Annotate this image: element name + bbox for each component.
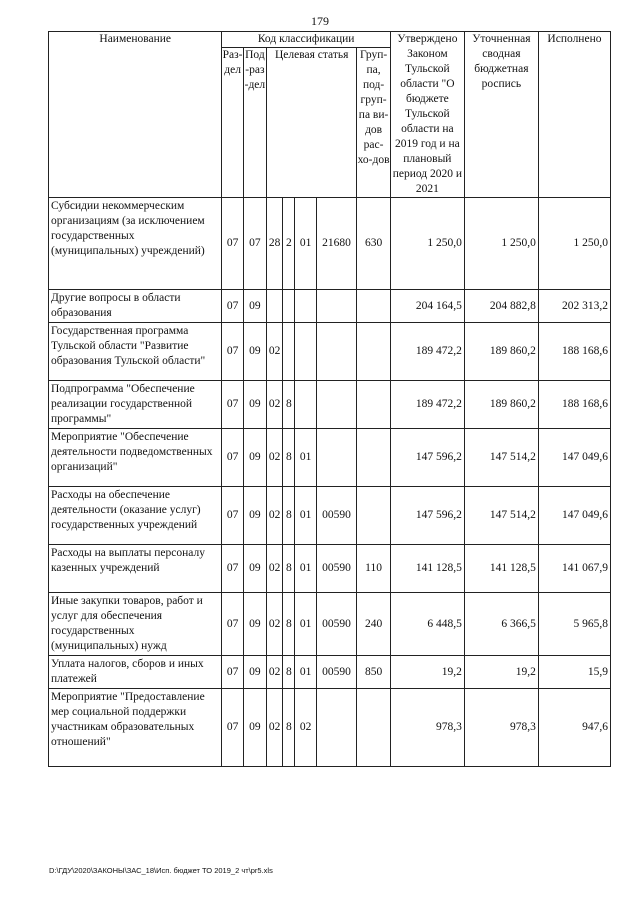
row-name: Расходы на обеспечение деятельности (оказание услуг) государственных учреждений bbox=[49, 487, 222, 545]
row-target-direction bbox=[316, 689, 357, 767]
row-razdel: 07 bbox=[222, 487, 243, 545]
row-razdel: 07 bbox=[222, 656, 243, 689]
table-row bbox=[49, 198, 611, 290]
row-podrazdel: 09 bbox=[243, 381, 266, 429]
budget-table bbox=[48, 31, 611, 767]
row-target-program: 28 bbox=[267, 198, 283, 290]
header-refined: Уточненная сводная бюджетная роспись bbox=[464, 32, 538, 198]
row-target-subprogram bbox=[283, 323, 295, 381]
row-executed: 1 250,0 bbox=[538, 198, 610, 290]
row-razdel: 07 bbox=[222, 198, 243, 290]
row-target-direction bbox=[316, 381, 357, 429]
row-executed: 147 049,6 bbox=[538, 429, 610, 487]
row-target-subprogram: 2 bbox=[283, 198, 295, 290]
row-refined: 1 250,0 bbox=[464, 198, 538, 290]
row-executed: 188 168,6 bbox=[538, 381, 610, 429]
row-expense-type: 850 bbox=[357, 656, 391, 689]
row-target-direction bbox=[316, 290, 357, 323]
row-approved: 1 250,0 bbox=[390, 198, 464, 290]
row-razdel: 07 bbox=[222, 689, 243, 767]
header-section: Раз-дел bbox=[222, 48, 243, 198]
header-code-group: Код классификации bbox=[222, 32, 390, 48]
row-approved: 147 596,2 bbox=[390, 487, 464, 545]
row-target-subprogram: 8 bbox=[283, 487, 295, 545]
row-podrazdel: 09 bbox=[243, 656, 266, 689]
header-subsection: Под-раз-дел bbox=[243, 48, 266, 198]
row-target-program: 02 bbox=[267, 323, 283, 381]
row-target-event: 01 bbox=[295, 593, 316, 656]
row-expense-type bbox=[357, 689, 391, 767]
row-target-subprogram: 8 bbox=[283, 545, 295, 593]
table-row bbox=[49, 545, 611, 593]
row-executed: 947,6 bbox=[538, 689, 610, 767]
row-name: Мероприятие "Предоставление мер социальной поддержки участникам образовательных отношений" bbox=[49, 689, 222, 767]
table-row bbox=[49, 381, 611, 429]
row-executed: 5 965,8 bbox=[538, 593, 610, 656]
row-target-subprogram: 8 bbox=[283, 656, 295, 689]
row-name: Иные закупки товаров, работ и услуг для обеспечения государственных (муниципальных) нужд bbox=[49, 593, 222, 656]
row-podrazdel: 09 bbox=[243, 290, 266, 323]
row-target-event: 02 bbox=[295, 689, 316, 767]
row-target-program bbox=[267, 290, 283, 323]
row-podrazdel: 09 bbox=[243, 429, 266, 487]
row-target-event: 01 bbox=[295, 487, 316, 545]
row-target-direction: 00590 bbox=[316, 487, 357, 545]
row-target-event: 01 bbox=[295, 198, 316, 290]
row-target-event bbox=[295, 323, 316, 381]
row-executed: 188 168,6 bbox=[538, 323, 610, 381]
row-target-subprogram bbox=[283, 290, 295, 323]
row-refined: 147 514,2 bbox=[464, 487, 538, 545]
row-refined: 141 128,5 bbox=[464, 545, 538, 593]
row-target-program: 02 bbox=[267, 545, 283, 593]
table-row bbox=[49, 323, 611, 381]
row-podrazdel: 09 bbox=[243, 689, 266, 767]
row-target-program: 02 bbox=[267, 593, 283, 656]
row-target-event: 01 bbox=[295, 429, 316, 487]
row-podrazdel: 09 bbox=[243, 545, 266, 593]
table-row bbox=[49, 429, 611, 487]
table-row bbox=[49, 593, 611, 656]
row-target-subprogram: 8 bbox=[283, 381, 295, 429]
row-expense-type: 110 bbox=[357, 545, 391, 593]
row-expense-type bbox=[357, 381, 391, 429]
header-row-top bbox=[49, 32, 611, 48]
row-refined: 6 366,5 bbox=[464, 593, 538, 656]
footer-file-path: D:\ГДУ\2020\ЗАКОНЫ\ЗАС_18\Исп. бюджет ТО 2019_2 чт\pr5.xls bbox=[49, 866, 273, 875]
row-razdel: 07 bbox=[222, 381, 243, 429]
row-approved: 978,3 bbox=[390, 689, 464, 767]
row-target-program: 02 bbox=[267, 429, 283, 487]
row-target-direction bbox=[316, 323, 357, 381]
row-approved: 147 596,2 bbox=[390, 429, 464, 487]
page-number: 179 bbox=[311, 14, 329, 28]
row-name: Субсидии некоммерческим организациям (за исключением государственных (муниципальных) учреждений) bbox=[49, 198, 222, 290]
table-row bbox=[49, 656, 611, 689]
row-razdel: 07 bbox=[222, 545, 243, 593]
row-name: Подпрограмма "Обеспечение реализации государственной программы" bbox=[49, 381, 222, 429]
table-row bbox=[49, 290, 611, 323]
row-expense-type: 630 bbox=[357, 198, 391, 290]
row-target-subprogram: 8 bbox=[283, 593, 295, 656]
row-executed: 141 067,9 bbox=[538, 545, 610, 593]
row-target-event: 01 bbox=[295, 545, 316, 593]
row-target-direction: 00590 bbox=[316, 656, 357, 689]
row-approved: 6 448,5 bbox=[390, 593, 464, 656]
row-name: Мероприятие "Обеспечение деятельности подведомственных организаций" bbox=[49, 429, 222, 487]
row-target-program: 02 bbox=[267, 381, 283, 429]
row-target-event: 01 bbox=[295, 656, 316, 689]
row-razdel: 07 bbox=[222, 290, 243, 323]
row-razdel: 07 bbox=[222, 323, 243, 381]
header-expense-type: Груп-па, под-груп-па ви-дов рас-хо-дов bbox=[357, 48, 391, 198]
row-refined: 978,3 bbox=[464, 689, 538, 767]
row-executed: 147 049,6 bbox=[538, 487, 610, 545]
row-target-subprogram: 8 bbox=[283, 429, 295, 487]
row-name: Государственная программа Тульской области "Развитие образования Тульской области" bbox=[49, 323, 222, 381]
row-expense-type: 240 bbox=[357, 593, 391, 656]
table-row bbox=[49, 689, 611, 767]
header-name: Наименование bbox=[49, 32, 222, 198]
table-body bbox=[49, 198, 611, 767]
row-target-event bbox=[295, 290, 316, 323]
row-refined: 189 860,2 bbox=[464, 381, 538, 429]
row-podrazdel: 09 bbox=[243, 487, 266, 545]
row-executed: 15,9 bbox=[538, 656, 610, 689]
row-target-program: 02 bbox=[267, 689, 283, 767]
row-target-direction: 00590 bbox=[316, 545, 357, 593]
row-expense-type bbox=[357, 487, 391, 545]
row-name: Расходы на выплаты персоналу казенных учреждений bbox=[49, 545, 222, 593]
row-approved: 189 472,2 bbox=[390, 381, 464, 429]
row-target-direction: 21680 bbox=[316, 198, 357, 290]
row-razdel: 07 bbox=[222, 429, 243, 487]
row-approved: 204 164,5 bbox=[390, 290, 464, 323]
row-podrazdel: 07 bbox=[243, 198, 266, 290]
header-executed: Исполнено bbox=[538, 32, 610, 198]
row-name: Другие вопросы в области образования bbox=[49, 290, 222, 323]
row-expense-type bbox=[357, 429, 391, 487]
row-name: Уплата налогов, сборов и иных платежей bbox=[49, 656, 222, 689]
row-refined: 204 882,8 bbox=[464, 290, 538, 323]
row-target-direction: 00590 bbox=[316, 593, 357, 656]
table-row bbox=[49, 487, 611, 545]
row-target-direction bbox=[316, 429, 357, 487]
row-refined: 189 860,2 bbox=[464, 323, 538, 381]
row-approved: 141 128,5 bbox=[390, 545, 464, 593]
header-approved: Утверждено Законом Тульской области "О бюджете Тульской области на 2019 год и на плановый период 2020 и 2021 bbox=[390, 32, 464, 198]
row-approved: 19,2 bbox=[390, 656, 464, 689]
row-target-event bbox=[295, 381, 316, 429]
row-executed: 202 313,2 bbox=[538, 290, 610, 323]
row-target-program: 02 bbox=[267, 656, 283, 689]
row-expense-type bbox=[357, 323, 391, 381]
row-refined: 147 514,2 bbox=[464, 429, 538, 487]
row-target-program: 02 bbox=[267, 487, 283, 545]
row-podrazdel: 09 bbox=[243, 593, 266, 656]
row-razdel: 07 bbox=[222, 593, 243, 656]
row-refined: 19,2 bbox=[464, 656, 538, 689]
row-expense-type bbox=[357, 290, 391, 323]
header-target: Целевая статья bbox=[267, 48, 357, 198]
row-podrazdel: 09 bbox=[243, 323, 266, 381]
row-target-subprogram: 8 bbox=[283, 689, 295, 767]
row-approved: 189 472,2 bbox=[390, 323, 464, 381]
